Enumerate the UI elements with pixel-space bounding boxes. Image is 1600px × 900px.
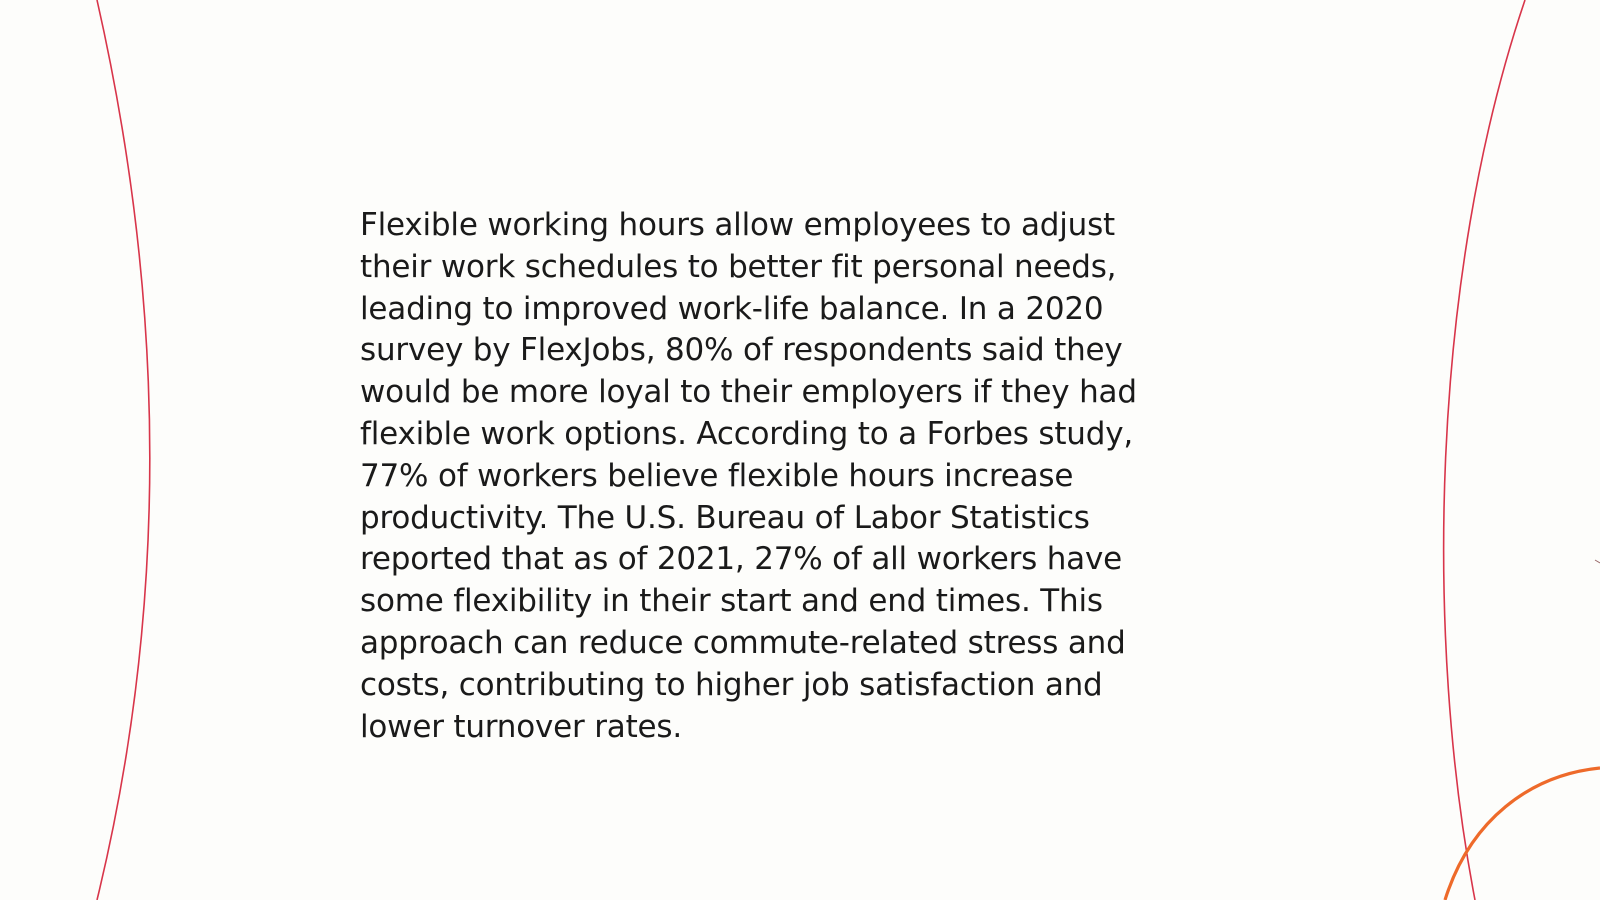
right-curve	[1444, 0, 1525, 900]
left-curve	[97, 0, 150, 900]
edge-mark	[1595, 560, 1600, 563]
body-paragraph: Flexible working hours allow employees to adjust their work schedules to better fit personal needs, leading to improved work-life balance. In a 2020 survey by FlexJobs, 80% of respondents said they would be more loyal to their employers if they had flexible work options. According to a Forbes study, 77% of workers believe flexible hours increase productivity. The U.S. Bureau of Labor Statistics reported that as of 2021, 27% of all workers have some flexibility in their start and end times. This approach can reduce commute-related stress and costs, contributing to higher job satisfaction and lower turnover rates.	[360, 207, 1137, 745]
corner-arc	[1445, 768, 1600, 900]
